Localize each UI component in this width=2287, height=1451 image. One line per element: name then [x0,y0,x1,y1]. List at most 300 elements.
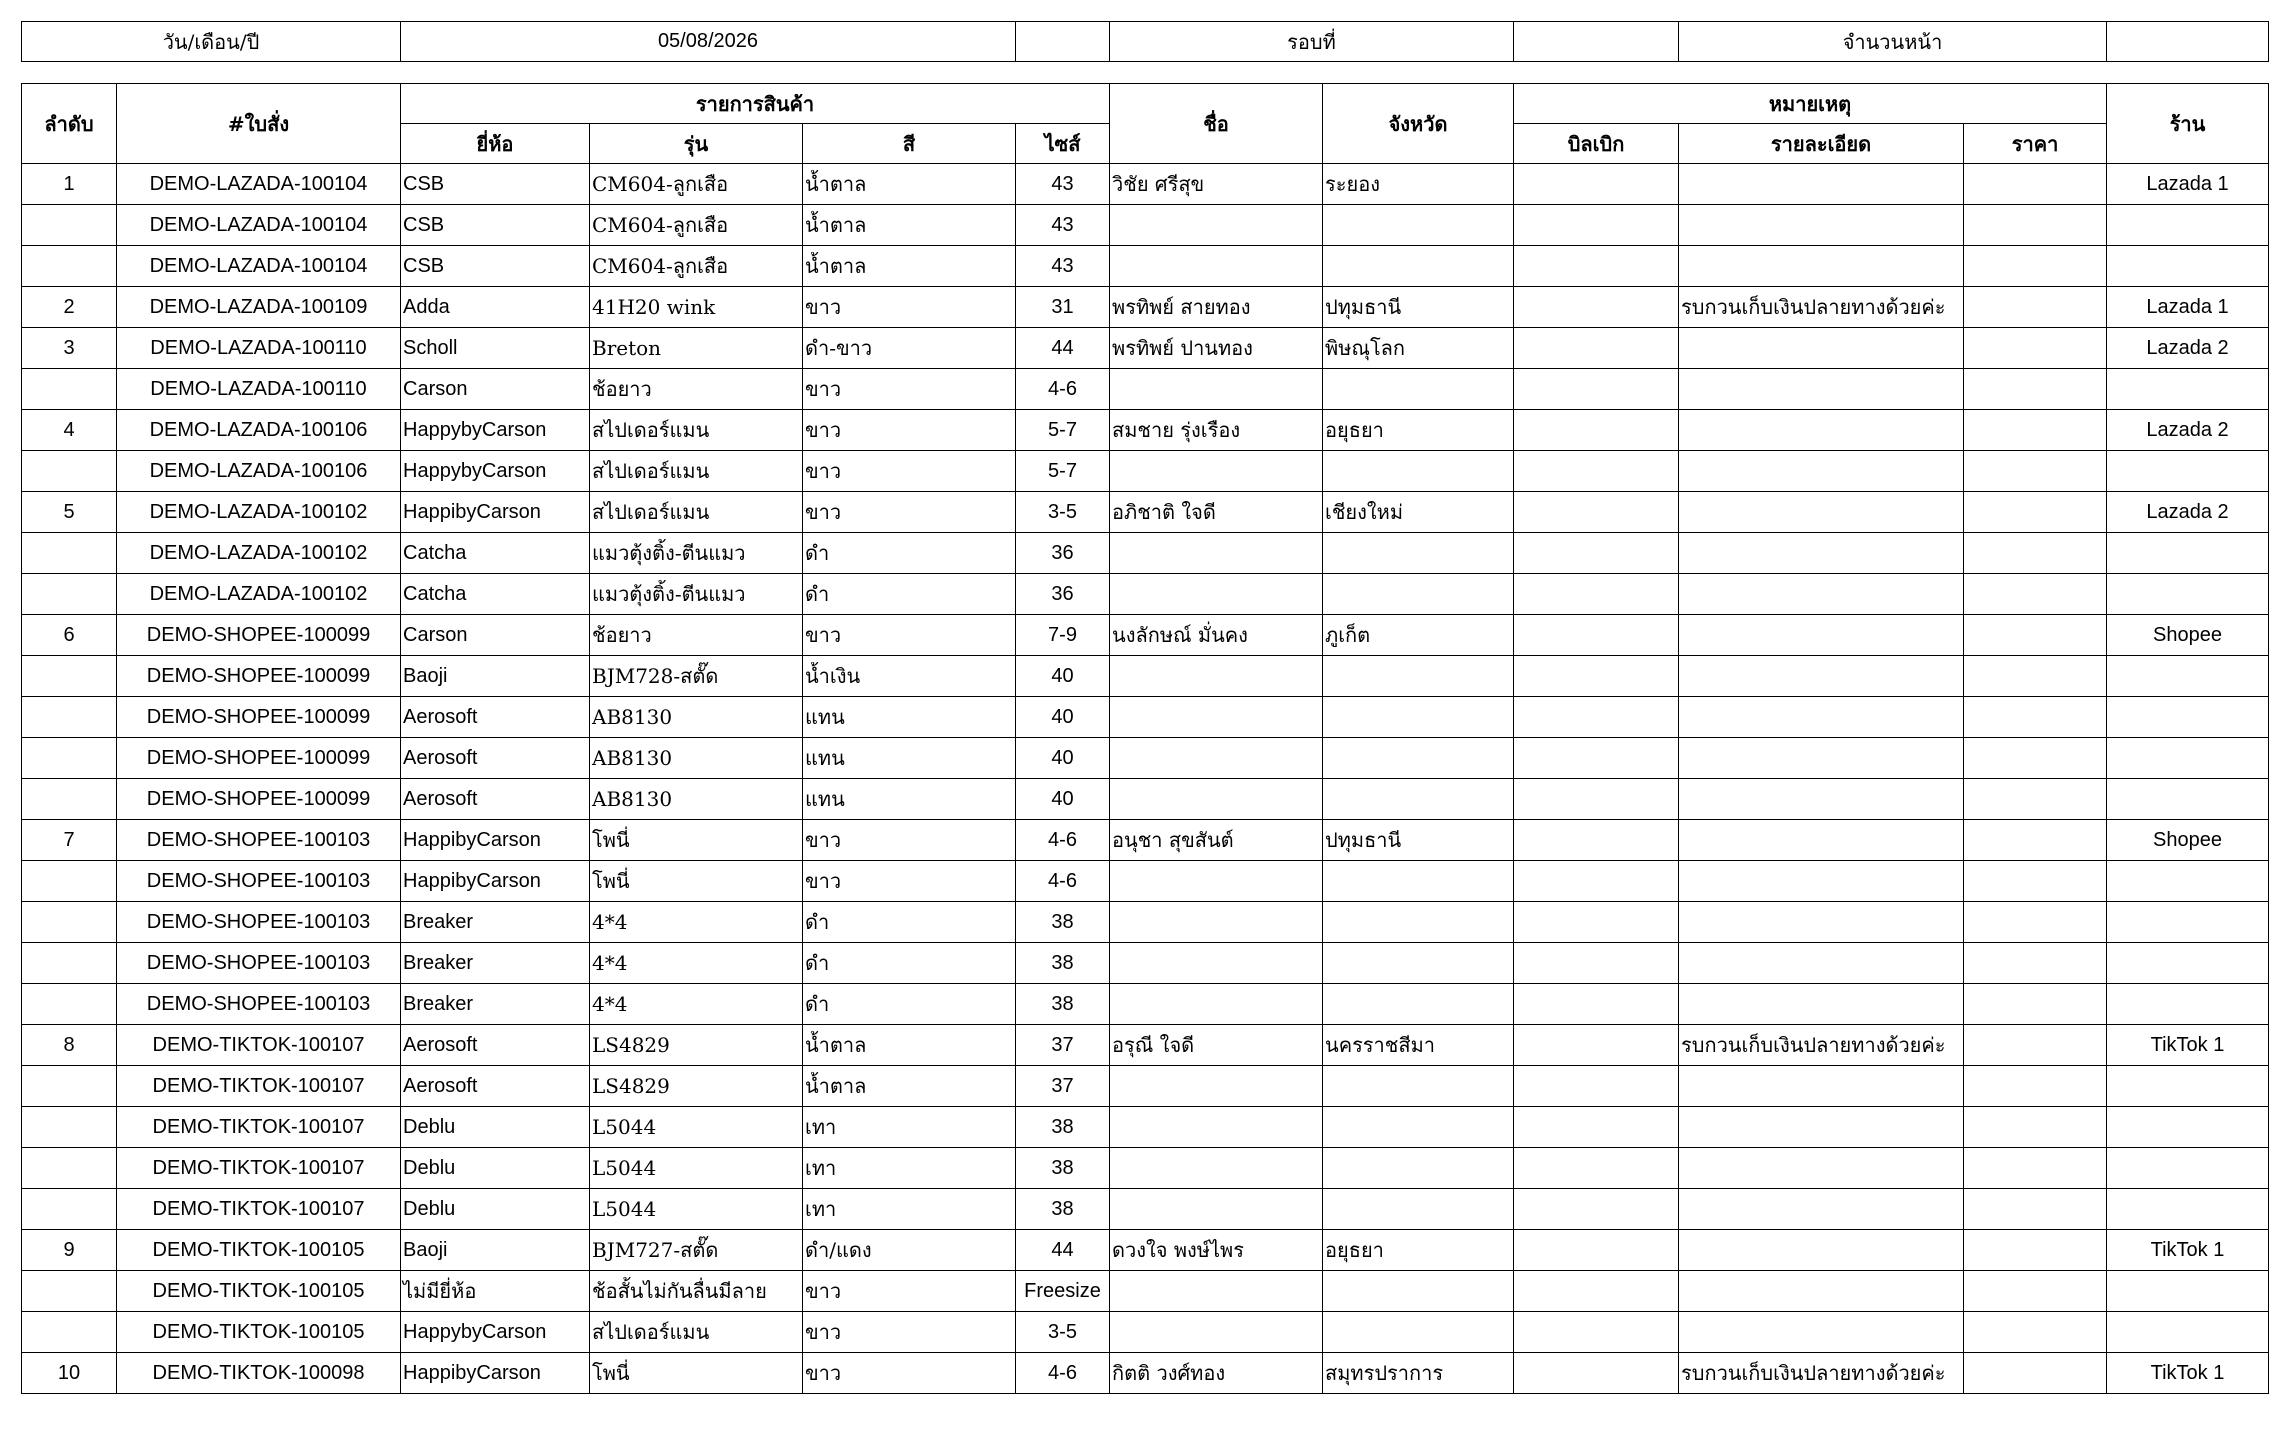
cell-model[interactable]: 4*4 [590,943,803,984]
cell-detail[interactable]: รบกวนเก็บเงินปลายทางด้วยค่ะ [1679,287,1964,328]
cell-brand[interactable]: Aerosoft [401,1066,590,1107]
cell-customer-name[interactable] [1110,205,1323,246]
cell-color[interactable]: น้ำเงิน [803,656,1016,697]
cell-seq[interactable]: 10 [22,1353,117,1394]
cell-brand[interactable]: Scholl [401,328,590,369]
cell-color[interactable]: ขาว [803,410,1016,451]
cell-brand[interactable]: HappibyCarson [401,1353,590,1394]
cell-color[interactable]: ดำ [803,984,1016,1025]
cell-size[interactable]: 38 [1016,902,1110,943]
cell-color[interactable]: น้ำตาล [803,246,1016,287]
cell-price[interactable] [1964,451,2107,492]
cell-detail[interactable] [1679,1107,1964,1148]
cell-detail[interactable] [1679,369,1964,410]
cell-price[interactable] [1964,492,2107,533]
cell-size[interactable]: 3-5 [1016,1312,1110,1353]
cell-detail[interactable] [1679,697,1964,738]
cell-customer-name[interactable]: นงลักษณ์ มั่นคง [1110,615,1323,656]
cell-bill[interactable] [1514,1148,1679,1189]
cell-model[interactable]: CM604-ลูกเสือ [590,164,803,205]
cell-price[interactable] [1964,533,2107,574]
cell-order-number[interactable]: DEMO-SHOPEE-100103 [117,902,401,943]
cell-seq[interactable] [22,1189,117,1230]
cell-seq[interactable]: 3 [22,328,117,369]
cell-customer-name[interactable]: วิชัย ศรีสุข [1110,164,1323,205]
cell-color[interactable]: ขาว [803,615,1016,656]
cell-seq[interactable]: 4 [22,410,117,451]
cell-bill[interactable] [1514,205,1679,246]
cell-seq[interactable] [22,861,117,902]
cell-customer-name[interactable]: ดวงใจ พงษ์ไพร [1110,1230,1323,1271]
cell-size[interactable]: 36 [1016,533,1110,574]
cell-model[interactable]: AB8130 [590,697,803,738]
cell-seq[interactable] [22,984,117,1025]
cell-seq[interactable] [22,246,117,287]
cell-bill[interactable] [1514,1107,1679,1148]
cell-order-number[interactable]: DEMO-LAZADA-100104 [117,205,401,246]
cell-brand[interactable]: Deblu [401,1148,590,1189]
cell-province[interactable] [1323,533,1514,574]
cell-brand[interactable]: Breaker [401,943,590,984]
cell-shop[interactable]: Lazada 2 [2107,328,2269,369]
cell-shop[interactable] [2107,656,2269,697]
cell-seq[interactable] [22,369,117,410]
cell-brand[interactable]: CSB [401,246,590,287]
cell-order-number[interactable]: DEMO-LAZADA-100110 [117,328,401,369]
cell-province[interactable] [1323,574,1514,615]
cell-price[interactable] [1964,984,2107,1025]
cell-bill[interactable] [1514,410,1679,451]
cell-detail[interactable] [1679,574,1964,615]
cell-province[interactable]: อยุธยา [1323,1230,1514,1271]
cell-brand[interactable]: CSB [401,164,590,205]
cell-shop[interactable]: TikTok 1 [2107,1353,2269,1394]
cell-model[interactable]: AB8130 [590,779,803,820]
cell-price[interactable] [1964,164,2107,205]
cell-order-number[interactable]: DEMO-TIKTOK-100107 [117,1066,401,1107]
cell-bill[interactable] [1514,574,1679,615]
cell-color[interactable]: ขาว [803,820,1016,861]
cell-shop[interactable]: Lazada 2 [2107,410,2269,451]
cell-shop[interactable] [2107,902,2269,943]
cell-customer-name[interactable] [1110,369,1323,410]
cell-model[interactable]: โพนี่ [590,1353,803,1394]
cell-province[interactable] [1323,902,1514,943]
cell-seq[interactable] [22,1271,117,1312]
cell-customer-name[interactable] [1110,779,1323,820]
cell-province[interactable] [1323,1189,1514,1230]
cell-price[interactable] [1964,205,2107,246]
cell-shop[interactable]: Lazada 2 [2107,492,2269,533]
cell-model[interactable]: โพนี่ [590,820,803,861]
cell-price[interactable] [1964,697,2107,738]
cell-seq[interactable]: 5 [22,492,117,533]
cell-brand[interactable]: HappibyCarson [401,492,590,533]
cell-model[interactable]: สไปเดอร์แมน [590,1312,803,1353]
cell-detail[interactable] [1679,1271,1964,1312]
cell-size[interactable]: 44 [1016,328,1110,369]
cell-province[interactable]: ปทุมธานี [1323,820,1514,861]
cell-order-number[interactable]: DEMO-SHOPEE-100103 [117,820,401,861]
cell-price[interactable] [1964,246,2107,287]
cell-order-number[interactable]: DEMO-SHOPEE-100103 [117,943,401,984]
cell-detail[interactable] [1679,1230,1964,1271]
cell-province[interactable]: นครราชสีมา [1323,1025,1514,1066]
cell-order-number[interactable]: DEMO-SHOPEE-100099 [117,779,401,820]
cell-brand[interactable]: Catcha [401,574,590,615]
cell-shop[interactable] [2107,1271,2269,1312]
cell-brand[interactable]: CSB [401,205,590,246]
cell-shop[interactable] [2107,779,2269,820]
cell-model[interactable]: BJM727-สตั๊ด [590,1230,803,1271]
cell-size[interactable]: 4-6 [1016,369,1110,410]
cell-shop[interactable] [2107,369,2269,410]
cell-bill[interactable] [1514,943,1679,984]
cell-seq[interactable] [22,943,117,984]
cell-detail[interactable] [1679,451,1964,492]
cell-size[interactable]: 40 [1016,656,1110,697]
cell-shop[interactable] [2107,1066,2269,1107]
cell-model[interactable]: BJM728-สตั๊ด [590,656,803,697]
cell-size[interactable]: 4-6 [1016,1353,1110,1394]
cell-model[interactable]: 4*4 [590,984,803,1025]
cell-price[interactable] [1964,1271,2107,1312]
cell-color[interactable]: ดำ/แดง [803,1230,1016,1271]
cell-seq[interactable] [22,1066,117,1107]
cell-province[interactable] [1323,1107,1514,1148]
cell-color[interactable]: ดำ [803,574,1016,615]
cell-brand[interactable]: Baoji [401,656,590,697]
cell-size[interactable]: 38 [1016,1148,1110,1189]
cell-shop[interactable] [2107,1189,2269,1230]
cell-customer-name[interactable] [1110,697,1323,738]
cell-seq[interactable] [22,656,117,697]
cell-size[interactable]: 40 [1016,779,1110,820]
cell-price[interactable] [1964,410,2107,451]
cell-customer-name[interactable] [1110,1271,1323,1312]
cell-bill[interactable] [1514,1353,1679,1394]
cell-color[interactable]: ดำ-ขาว [803,328,1016,369]
cell-price[interactable] [1964,1066,2107,1107]
cell-seq[interactable] [22,902,117,943]
cell-detail[interactable] [1679,984,1964,1025]
cell-price[interactable] [1964,738,2107,779]
cell-detail[interactable] [1679,492,1964,533]
cell-bill[interactable] [1514,287,1679,328]
cell-order-number[interactable]: DEMO-SHOPEE-100099 [117,615,401,656]
cell-customer-name[interactable]: สมชาย รุ่งเรือง [1110,410,1323,451]
cell-size[interactable]: Freesize [1016,1271,1110,1312]
cell-color[interactable]: ขาว [803,287,1016,328]
cell-brand[interactable]: Adda [401,287,590,328]
cell-detail[interactable] [1679,943,1964,984]
cell-detail[interactable] [1679,738,1964,779]
cell-bill[interactable] [1514,533,1679,574]
cell-bill[interactable] [1514,1025,1679,1066]
cell-shop[interactable] [2107,205,2269,246]
cell-color[interactable]: ขาว [803,861,1016,902]
cell-seq[interactable] [22,738,117,779]
cell-customer-name[interactable] [1110,574,1323,615]
cell-shop[interactable]: Shopee [2107,615,2269,656]
cell-province[interactable]: พิษณุโลก [1323,328,1514,369]
cell-bill[interactable] [1514,697,1679,738]
cell-bill[interactable] [1514,779,1679,820]
cell-model[interactable]: แมวตุ้งติ้ง-ตีนแมว [590,574,803,615]
cell-province[interactable] [1323,861,1514,902]
cell-model[interactable]: ช้อยาว [590,615,803,656]
cell-brand[interactable]: HappybyCarson [401,451,590,492]
cell-brand[interactable]: Baoji [401,1230,590,1271]
cell-detail[interactable] [1679,246,1964,287]
cell-bill[interactable] [1514,369,1679,410]
cell-color[interactable]: แทน [803,779,1016,820]
cell-size[interactable]: 7-9 [1016,615,1110,656]
cell-shop[interactable] [2107,738,2269,779]
cell-detail[interactable] [1679,861,1964,902]
cell-brand[interactable]: Breaker [401,902,590,943]
cell-shop[interactable] [2107,1312,2269,1353]
cell-bill[interactable] [1514,656,1679,697]
cell-bill[interactable] [1514,984,1679,1025]
cell-customer-name[interactable]: อรุณี ใจดี [1110,1025,1323,1066]
cell-color[interactable]: น้ำตาล [803,164,1016,205]
cell-brand[interactable]: HappybyCarson [401,1312,590,1353]
cell-province[interactable] [1323,1066,1514,1107]
cell-bill[interactable] [1514,738,1679,779]
cell-size[interactable]: 38 [1016,1189,1110,1230]
cell-size[interactable]: 38 [1016,984,1110,1025]
cell-shop[interactable] [2107,1107,2269,1148]
cell-price[interactable] [1964,1025,2107,1066]
cell-bill[interactable] [1514,1230,1679,1271]
cell-price[interactable] [1964,574,2107,615]
cell-order-number[interactable]: DEMO-SHOPEE-100103 [117,984,401,1025]
cell-bill[interactable] [1514,861,1679,902]
cell-size[interactable]: 31 [1016,287,1110,328]
cell-color[interactable]: ขาว [803,369,1016,410]
cell-order-number[interactable]: DEMO-SHOPEE-100103 [117,861,401,902]
cell-brand[interactable]: Aerosoft [401,779,590,820]
cell-model[interactable]: L5044 [590,1107,803,1148]
cell-price[interactable] [1964,861,2107,902]
cell-province[interactable] [1323,205,1514,246]
cell-color[interactable]: ขาว [803,1271,1016,1312]
cell-detail[interactable] [1679,1189,1964,1230]
cell-order-number[interactable]: DEMO-TIKTOK-100105 [117,1271,401,1312]
cell-price[interactable] [1964,1312,2107,1353]
cell-order-number[interactable]: DEMO-TIKTOK-100107 [117,1025,401,1066]
cell-detail[interactable] [1679,902,1964,943]
cell-size[interactable]: 37 [1016,1066,1110,1107]
cell-price[interactable] [1964,779,2107,820]
cell-bill[interactable] [1514,164,1679,205]
cell-price[interactable] [1964,328,2107,369]
cell-detail[interactable]: รบกวนเก็บเงินปลายทางด้วยค่ะ [1679,1353,1964,1394]
cell-customer-name[interactable] [1110,246,1323,287]
cell-model[interactable]: สไปเดอร์แมน [590,492,803,533]
cell-model[interactable]: โพนี่ [590,861,803,902]
cell-customer-name[interactable] [1110,1148,1323,1189]
cell-model[interactable]: ช้อสั้นไม่กันลื่นมีลาย [590,1271,803,1312]
cell-bill[interactable] [1514,1312,1679,1353]
cell-customer-name[interactable] [1110,861,1323,902]
cell-seq[interactable] [22,779,117,820]
cell-size[interactable]: 5-7 [1016,451,1110,492]
cell-customer-name[interactable] [1110,984,1323,1025]
cell-customer-name[interactable]: กิตติ วงศ์ทอง [1110,1353,1323,1394]
cell-brand[interactable]: Deblu [401,1107,590,1148]
cell-order-number[interactable]: DEMO-LAZADA-100102 [117,574,401,615]
cell-seq[interactable] [22,205,117,246]
cell-model[interactable]: LS4829 [590,1025,803,1066]
cell-seq[interactable]: 6 [22,615,117,656]
cell-customer-name[interactable] [1110,451,1323,492]
cell-detail[interactable] [1679,820,1964,861]
cell-detail[interactable] [1679,328,1964,369]
cell-detail[interactable] [1679,1312,1964,1353]
cell-order-number[interactable]: DEMO-TIKTOK-100105 [117,1230,401,1271]
cell-size[interactable]: 40 [1016,697,1110,738]
cell-price[interactable] [1964,1230,2107,1271]
cell-order-number[interactable]: DEMO-LAZADA-100102 [117,492,401,533]
cell-color[interactable]: เทา [803,1148,1016,1189]
cell-color[interactable]: น้ำตาล [803,1066,1016,1107]
cell-order-number[interactable]: DEMO-TIKTOK-100105 [117,1312,401,1353]
cell-bill[interactable] [1514,328,1679,369]
cell-model[interactable]: CM604-ลูกเสือ [590,246,803,287]
cell-color[interactable]: ขาว [803,451,1016,492]
cell-color[interactable]: เทา [803,1189,1016,1230]
cell-province[interactable] [1323,943,1514,984]
cell-shop[interactable] [2107,451,2269,492]
cell-customer-name[interactable] [1110,738,1323,779]
cell-seq[interactable]: 8 [22,1025,117,1066]
cell-customer-name[interactable] [1110,1107,1323,1148]
cell-price[interactable] [1964,615,2107,656]
cell-shop[interactable] [2107,533,2269,574]
cell-province[interactable]: อยุธยา [1323,410,1514,451]
cell-price[interactable] [1964,1353,2107,1394]
cell-order-number[interactable]: DEMO-SHOPEE-100099 [117,656,401,697]
cell-model[interactable]: Breton [590,328,803,369]
cell-seq[interactable]: 9 [22,1230,117,1271]
cell-seq[interactable] [22,1148,117,1189]
cell-customer-name[interactable] [1110,533,1323,574]
cell-brand[interactable]: Breaker [401,984,590,1025]
cell-model[interactable]: L5044 [590,1148,803,1189]
cell-order-number[interactable]: DEMO-LAZADA-100106 [117,410,401,451]
cell-order-number[interactable]: DEMO-SHOPEE-100099 [117,738,401,779]
cell-shop[interactable]: Shopee [2107,820,2269,861]
cell-brand[interactable]: Carson [401,369,590,410]
round-value[interactable] [1514,22,1679,62]
cell-bill[interactable] [1514,1189,1679,1230]
cell-province[interactable] [1323,984,1514,1025]
cell-size[interactable]: 43 [1016,205,1110,246]
cell-color[interactable]: ขาว [803,1312,1016,1353]
cell-detail[interactable] [1679,205,1964,246]
cell-price[interactable] [1964,1189,2107,1230]
cell-customer-name[interactable] [1110,1066,1323,1107]
cell-model[interactable]: สไปเดอร์แมน [590,451,803,492]
cell-detail[interactable] [1679,1148,1964,1189]
cell-price[interactable] [1964,943,2107,984]
cell-model[interactable]: สไปเดอร์แมน [590,410,803,451]
cell-order-number[interactable]: DEMO-LAZADA-100109 [117,287,401,328]
cell-size[interactable]: 43 [1016,246,1110,287]
cell-brand[interactable]: Aerosoft [401,697,590,738]
cell-order-number[interactable]: DEMO-LAZADA-100104 [117,246,401,287]
cell-customer-name[interactable] [1110,1189,1323,1230]
cell-bill[interactable] [1514,492,1679,533]
cell-seq[interactable] [22,451,117,492]
cell-color[interactable]: ขาว [803,492,1016,533]
cell-bill[interactable] [1514,1271,1679,1312]
cell-size[interactable]: 3-5 [1016,492,1110,533]
cell-customer-name[interactable]: พรทิพย์ ปานทอง [1110,328,1323,369]
cell-seq[interactable] [22,533,117,574]
cell-province[interactable]: ระยอง [1323,164,1514,205]
cell-province[interactable] [1323,738,1514,779]
cell-size[interactable]: 44 [1016,1230,1110,1271]
cell-color[interactable]: ดำ [803,902,1016,943]
cell-size[interactable]: 40 [1016,738,1110,779]
cell-model[interactable]: LS4829 [590,1066,803,1107]
cell-detail[interactable] [1679,779,1964,820]
pages-value[interactable] [2107,22,2269,62]
cell-model[interactable]: ช้อยาว [590,369,803,410]
cell-shop[interactable]: TikTok 1 [2107,1025,2269,1066]
cell-customer-name[interactable]: อนุชา สุขสันต์ [1110,820,1323,861]
cell-province[interactable] [1323,1312,1514,1353]
cell-color[interactable]: แทน [803,697,1016,738]
cell-brand[interactable]: Carson [401,615,590,656]
cell-order-number[interactable]: DEMO-SHOPEE-100099 [117,697,401,738]
cell-bill[interactable] [1514,246,1679,287]
cell-province[interactable]: เชียงใหม่ [1323,492,1514,533]
cell-order-number[interactable]: DEMO-TIKTOK-100107 [117,1148,401,1189]
cell-price[interactable] [1964,820,2107,861]
cell-size[interactable]: 37 [1016,1025,1110,1066]
cell-province[interactable]: ภูเก็ต [1323,615,1514,656]
cell-detail[interactable] [1679,1066,1964,1107]
cell-order-number[interactable]: DEMO-LAZADA-100104 [117,164,401,205]
cell-order-number[interactable]: DEMO-TIKTOK-100107 [117,1189,401,1230]
cell-shop[interactable]: TikTok 1 [2107,1230,2269,1271]
cell-shop[interactable] [2107,943,2269,984]
cell-color[interactable]: ดำ [803,943,1016,984]
cell-province[interactable]: ปทุมธานี [1323,287,1514,328]
cell-price[interactable] [1964,369,2107,410]
cell-province[interactable]: สมุทรปราการ [1323,1353,1514,1394]
cell-model[interactable]: 4*4 [590,902,803,943]
cell-seq[interactable]: 1 [22,164,117,205]
cell-shop[interactable] [2107,1148,2269,1189]
cell-size[interactable]: 4-6 [1016,820,1110,861]
cell-province[interactable] [1323,1271,1514,1312]
cell-detail[interactable] [1679,615,1964,656]
cell-detail[interactable] [1679,410,1964,451]
cell-color[interactable]: เทา [803,1107,1016,1148]
cell-detail[interactable] [1679,164,1964,205]
cell-brand[interactable]: HappybyCarson [401,410,590,451]
cell-order-number[interactable]: DEMO-LAZADA-100110 [117,369,401,410]
cell-province[interactable] [1323,369,1514,410]
cell-shop[interactable] [2107,984,2269,1025]
cell-color[interactable]: น้ำตาล [803,1025,1016,1066]
cell-order-number[interactable]: DEMO-LAZADA-100106 [117,451,401,492]
